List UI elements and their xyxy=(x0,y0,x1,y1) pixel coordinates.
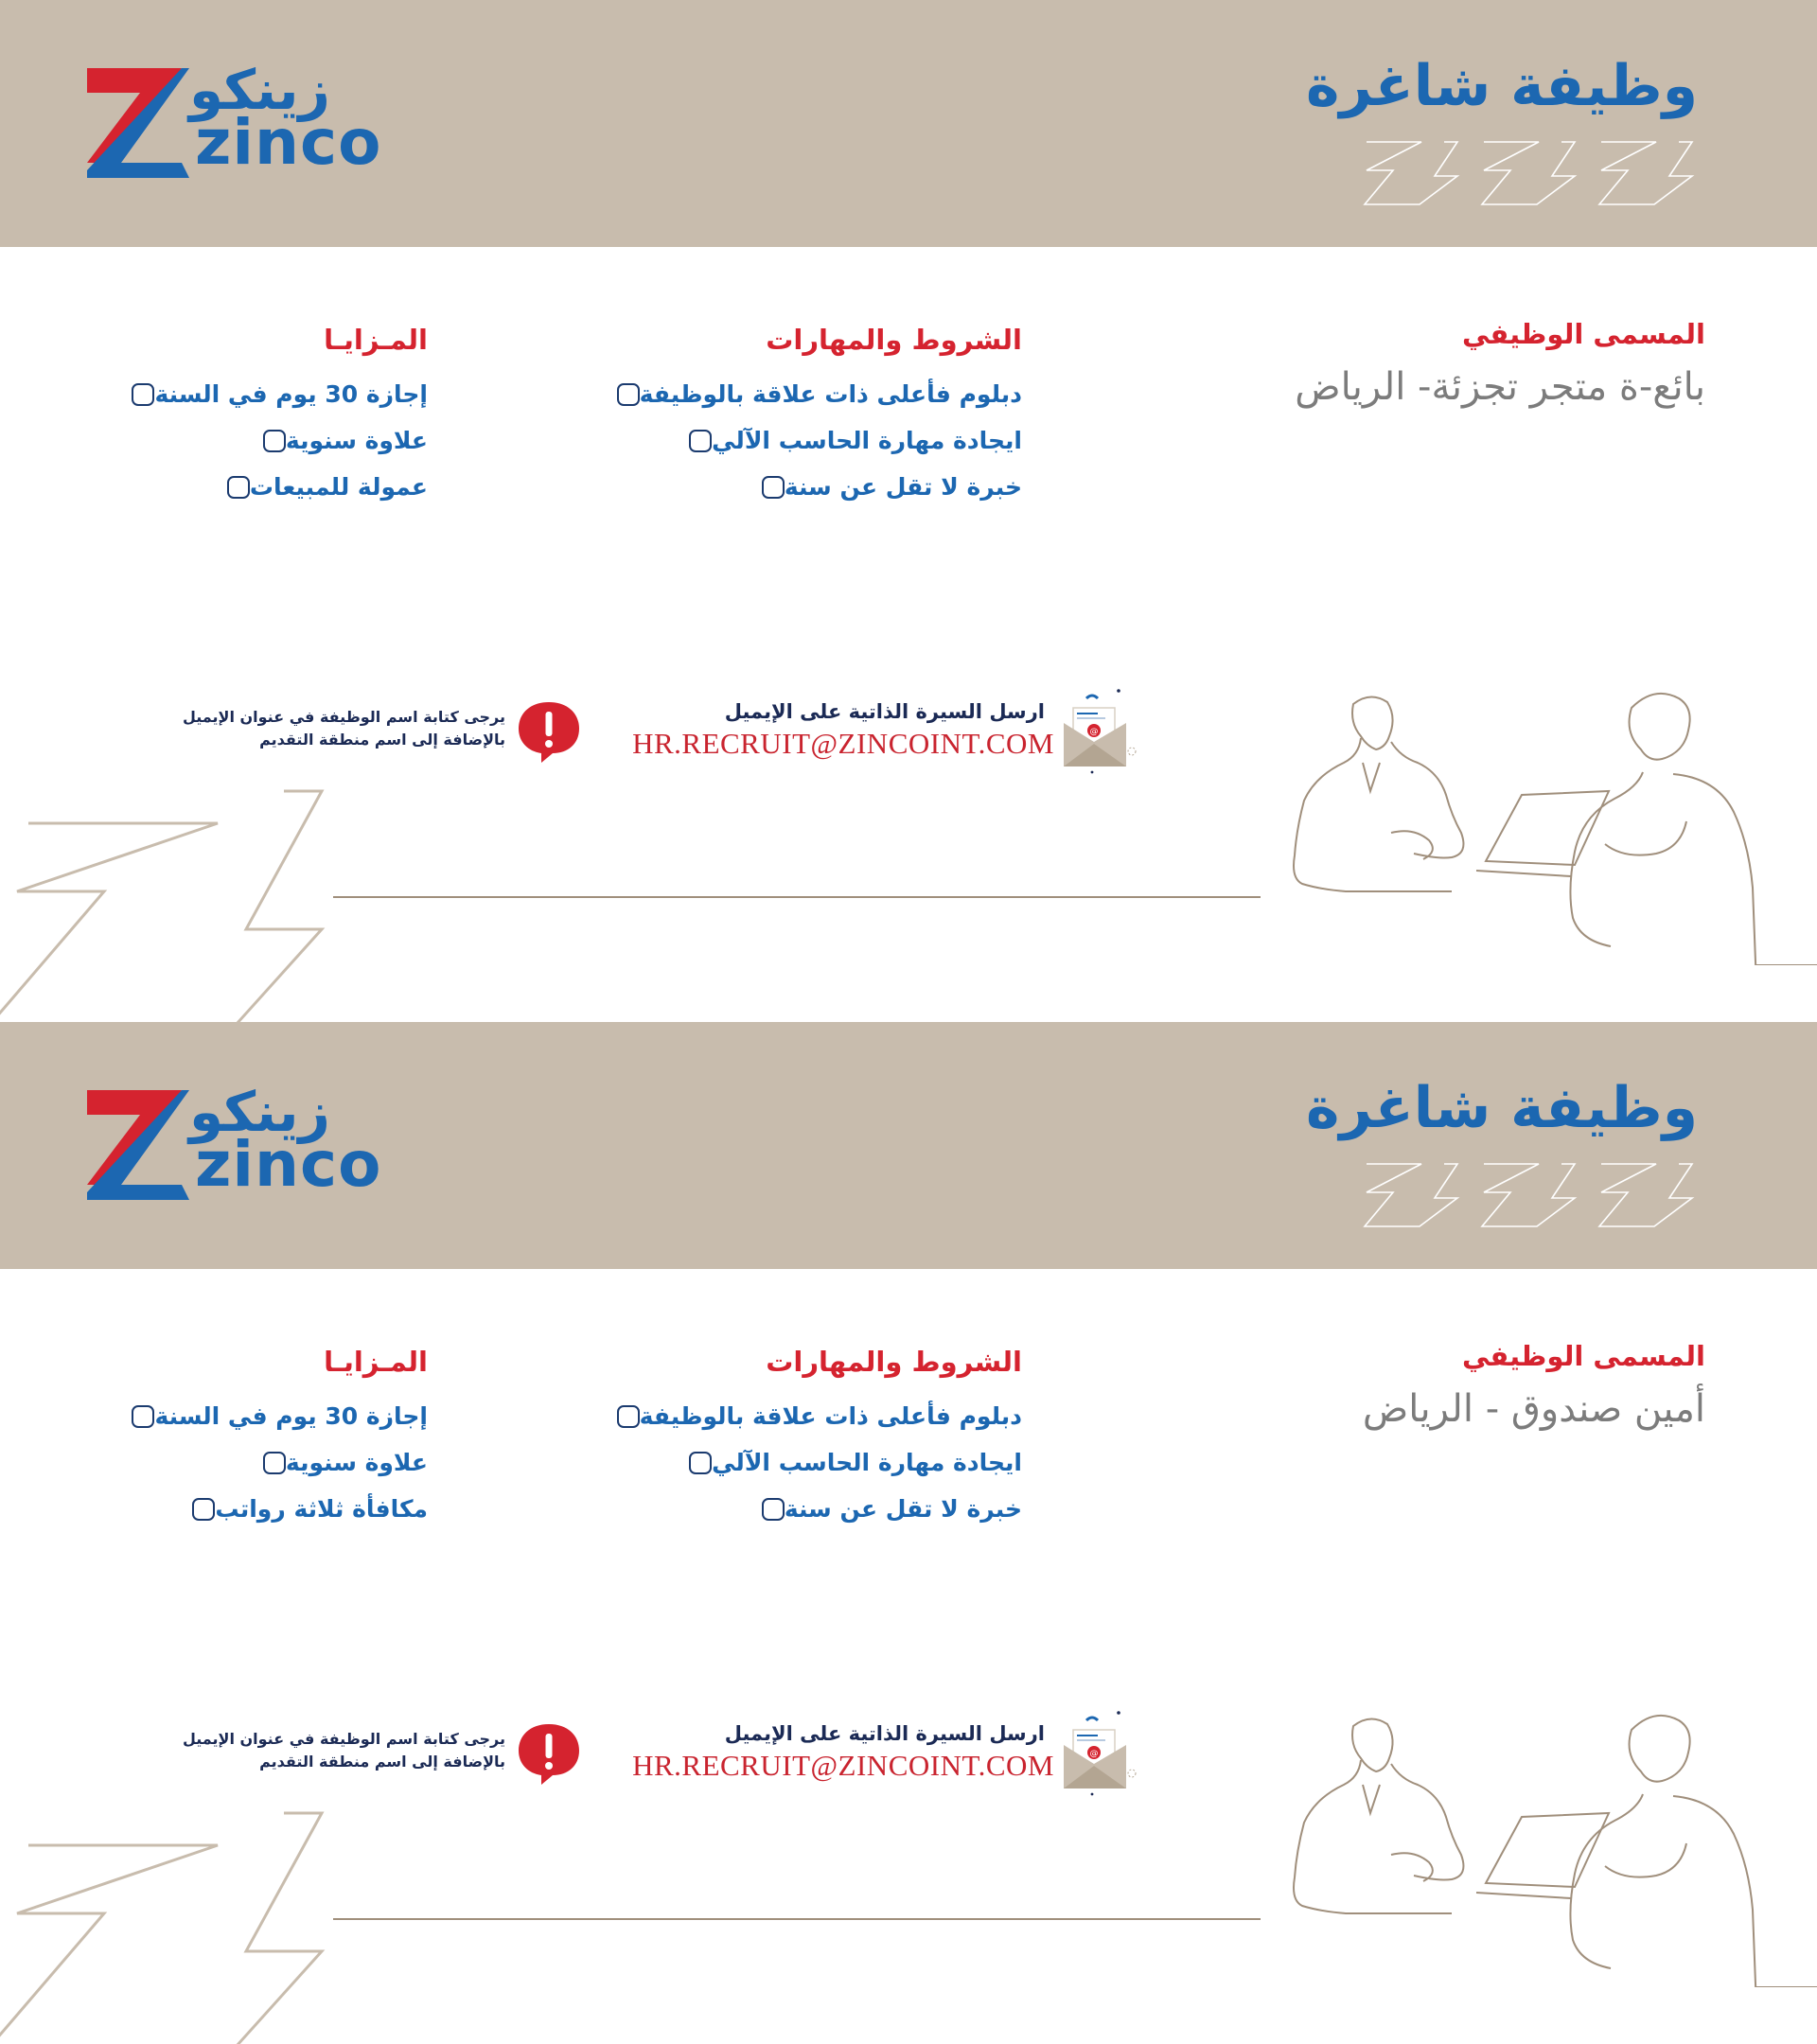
job-title-heading: المسمى الوظيفي xyxy=(1461,318,1705,350)
job-title-section xyxy=(1175,318,1705,409)
note-line-2: بالإضافة إلى اسم منطقة التقديم xyxy=(259,1753,505,1771)
floor-line xyxy=(333,896,1261,898)
svg-text:@: @ xyxy=(1089,727,1099,737)
checkbox-icon xyxy=(762,1498,785,1521)
svg-text:@: @ xyxy=(1089,1749,1099,1759)
checkbox-icon xyxy=(689,1452,712,1474)
note-line-1: يرجى كتابة اسم الوظيفة في عنوان الإيميل xyxy=(182,1730,505,1748)
requirements-heading: الشروط والمهارات xyxy=(766,324,1022,356)
job-title-value: أمين صندوق - الرياض xyxy=(1362,1387,1705,1431)
requirements-list xyxy=(530,1393,1022,1532)
benefits-list xyxy=(30,1393,428,1532)
benefits-heading: المـزايـا xyxy=(324,1346,428,1378)
list-item: إجازة 30 يوم في السنة xyxy=(30,1393,428,1439)
vacancy-headline: وظيفة شاغرة xyxy=(1305,1075,1698,1141)
checkbox-icon xyxy=(132,1405,154,1428)
list-item: علاوة سنوية xyxy=(30,417,428,464)
job-title-heading: المسمى الوظيفي xyxy=(1461,1340,1705,1372)
header-banner xyxy=(0,0,1817,247)
requirements-list xyxy=(530,371,1022,510)
job-title-value: بائع-ة متجر تجزئة- الرياض xyxy=(1295,365,1705,409)
list-item: مكافأة ثلاثة رواتب xyxy=(30,1486,428,1532)
vacancy-headline: وظيفة شاغرة xyxy=(1305,53,1698,119)
checkbox-icon xyxy=(617,1405,640,1428)
alert-icon xyxy=(517,698,581,765)
list-item: دبلوم فأعلى ذات علاقة بالوظيفة xyxy=(530,1393,1022,1439)
list-item: عمولة للمبيعات xyxy=(30,464,428,510)
checkbox-icon xyxy=(263,1452,286,1474)
alert-icon xyxy=(517,1720,581,1787)
benefits-heading: المـزايـا xyxy=(324,324,428,356)
list-item: إجازة 30 يوم في السنة xyxy=(30,371,428,417)
header-banner xyxy=(0,1022,1817,1269)
z-outline-decoration-icon xyxy=(0,787,331,1022)
note-line-1: يرجى كتابة اسم الوظيفة في عنوان الإيميل xyxy=(182,708,505,726)
checkbox-icon xyxy=(192,1498,215,1521)
brand-arabic-name: زينكو xyxy=(189,58,330,122)
contact-label: ارسل السيرة الذاتية على الإيميل xyxy=(724,700,1045,723)
note-line-2: بالإضافة إلى اسم منطقة التقديم xyxy=(259,731,505,749)
benefits-section xyxy=(30,324,428,510)
brand-english-name: zinco xyxy=(195,1128,382,1201)
list-item: خبرة لا تقل عن سنة xyxy=(530,1486,1022,1532)
benefits-section xyxy=(30,1346,428,1532)
list-item: دبلوم فأعلى ذات علاقة بالوظيفة xyxy=(530,371,1022,417)
z-pattern-decoration-icon xyxy=(1359,1160,1696,1230)
checkbox-icon xyxy=(263,430,286,452)
interview-line-drawing-icon xyxy=(1249,1703,1817,1987)
brand-arabic-name: زينكو xyxy=(189,1080,330,1144)
brand-english-name: zinco xyxy=(195,106,382,179)
checkbox-icon xyxy=(227,476,250,499)
interview-line-drawing-icon xyxy=(1249,681,1817,965)
email-address: HR.RECRUIT@ZINCOINT.COM xyxy=(632,727,1054,760)
floor-line xyxy=(333,1918,1261,1920)
requirements-section xyxy=(530,1346,1022,1532)
checkbox-icon xyxy=(689,430,712,452)
z-outline-decoration-icon xyxy=(0,1809,331,2044)
benefits-list xyxy=(30,371,428,510)
checkbox-icon xyxy=(132,383,154,406)
email-address: HR.RECRUIT@ZINCOINT.COM xyxy=(632,1749,1054,1782)
list-item: ايجادة مهارة الحاسب الآلي xyxy=(530,417,1022,464)
job-poster-2 xyxy=(0,1022,1817,2044)
mail-icon xyxy=(1058,685,1138,776)
mail-icon xyxy=(1058,1707,1138,1798)
job-title-section xyxy=(1175,1340,1705,1431)
application-note xyxy=(183,706,505,751)
list-item: خبرة لا تقل عن سنة xyxy=(530,464,1022,510)
requirements-section xyxy=(530,324,1022,510)
requirements-heading: الشروط والمهارات xyxy=(766,1346,1022,1378)
application-note xyxy=(183,1728,505,1773)
z-pattern-decoration-icon xyxy=(1359,138,1696,208)
contact-label: ارسل السيرة الذاتية على الإيميل xyxy=(724,1722,1045,1745)
list-item: علاوة سنوية xyxy=(30,1439,428,1486)
checkbox-icon xyxy=(762,476,785,499)
checkbox-icon xyxy=(617,383,640,406)
list-item: ايجادة مهارة الحاسب الآلي xyxy=(530,1439,1022,1486)
